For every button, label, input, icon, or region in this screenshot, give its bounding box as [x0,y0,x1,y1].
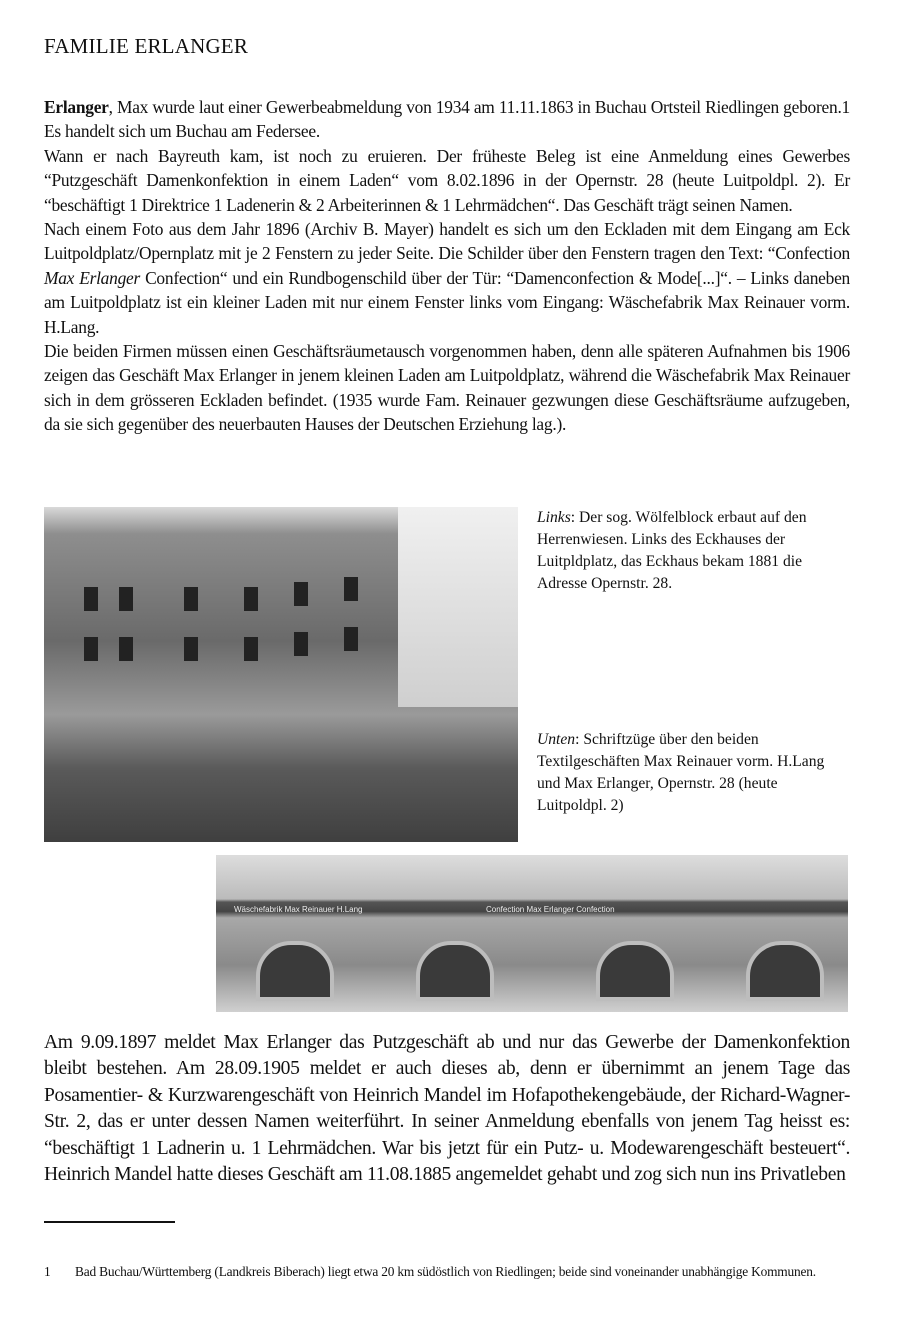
paragraph-3-text-b: Confection“ und ein Rundbogenschild über der Tür: “Damenconfection & Mode[...]“. – Links daneben am Luitpoldplatz ist ein kleiner Laden mit nur einem Fenster links vom Eingang: Wäschefabrik Max Reinauer vorm. H.Lang. [44,267,850,337]
footnote-rule [44,1221,175,1223]
footnote [44,1262,850,1282]
caption-unten-label: Unten [537,731,576,748]
body-text [44,95,850,437]
caption-links [537,507,847,595]
paragraph-1-text: , Max wurde laut einer Gewerbeabmeldung von 1934 am 11.11.1863 in Buchau Ortsteil Riedlingen geboren.1 Es handelt sich um Buchau am Federsee. [44,97,850,142]
caption-links-text: : Der sog. Wölfelblock erbaut auf den Herrenwiesen. Links des Eckhauses der Luitpldplatz, das Eckhaus bekam 1881 die Adresse Opernstr. 28. [537,509,807,592]
caption-unten-text: : Schriftzüge über den beiden Textilgeschäften Max Reinauer vorm. H.Lang und Max Erlanger, Opernstr. 28 (heute Luitpoldpl. 2) [537,731,825,814]
photo-sky [398,507,518,707]
sign-erlanger: Confection Max Erlanger Confection [486,905,615,914]
caption-links-label: Links [537,509,571,526]
footnote-number: 1 [44,1264,51,1279]
paragraph-4: Die beiden Firmen müssen einen Geschäftsräumetausch vorgenommen haben, denn alle späteren Aufnahmen bis 1906 zeigen das Geschäft Max Erlanger in jenem kleinen Laden am Luitpoldplatz, während die Wäschefabrik Max Reinauer sich in dem grösseren Eckladen befindet. (1935 wurde Fam. Reinauer gezwungen diese Geschäftsräume aufzugeben, da sie sich gegenüber des neuerbauten Hauses der Deutschen Erziehung lag.). [44,341,850,435]
paragraph-3 [44,217,850,339]
paragraph-5: Am 9.09.1897 meldet Max Erlanger das Putzgeschäft ab und nur das Gewerbe der Damenkonfektion bleibt bestehen. Am 28.09.1905 meldet er auch dieses ab, denn er übernimmt an jenem Tage das Posamentier- & Kurzwarengeschäft von Heinrich Mandel im Hofapothekengebäude, der Richard-Wagner-Str. 2, das er unter dessen Namen weiterführt. In seiner Anmeldung ebenfalls von jenem Tag heisst es: “beschäftigt 1 Ladnerin u. 1 Lehrmädchen. War bis jetzt für ein Putz- u. Modewarengeschäft besteuert“. Heinrich Mandel hatte dieses Geschäft am 11.08.1885 angemeldet gehabt und zog sich nun ins Privatleben [44,1032,850,1186]
sign-reinauer: Wäschefabrik Max Reinauer H.Lang [234,905,363,914]
page-title: FAMILIE ERLANGER [44,34,249,58]
surname-bold: Erlanger [44,97,109,117]
paragraph-3-text-a: Nach einem Foto aus dem Jahr 1896 (Archiv B. Mayer) handelt es sich um den Eckladen mit dem Eingang am Eck Luitpoldplatz/Opernplatz mit je 2 Fenstern zu jeder Seite. Die Schilder über den Fenstern tragen den Text: “Confection [44,219,850,264]
paragraph-3-italic: Max Erlanger [44,267,141,288]
footnote-text: Bad Buchau/Württemberg (Landkreis Biberach) liegt etwa 20 km südöstlich von Riedlingen; beide sind voneinander unabhängige Kommunen. [75,1264,816,1279]
paragraph-2: Wann er nach Bayreuth kam, ist noch zu eruieren. Der früheste Beleg ist eine Anmeldung eines Gewerbes “Putzgeschäft Damenkonfektion in einem Laden“ vom 8.02.1896 in der Opernstr. 28 (heute Luitpoldpl. 2). Er “beschäftigt 1 Direktrice 1 Ladenerin & 2 Arbeiterinnen & 1 Lehrmädchen“. Das Geschäft trägt seinen Namen. [44,145,850,215]
photo-woelfelblock [44,507,518,842]
photo-shop-signs [216,855,848,1012]
caption-unten [537,729,847,817]
paragraph-1 [44,95,850,144]
